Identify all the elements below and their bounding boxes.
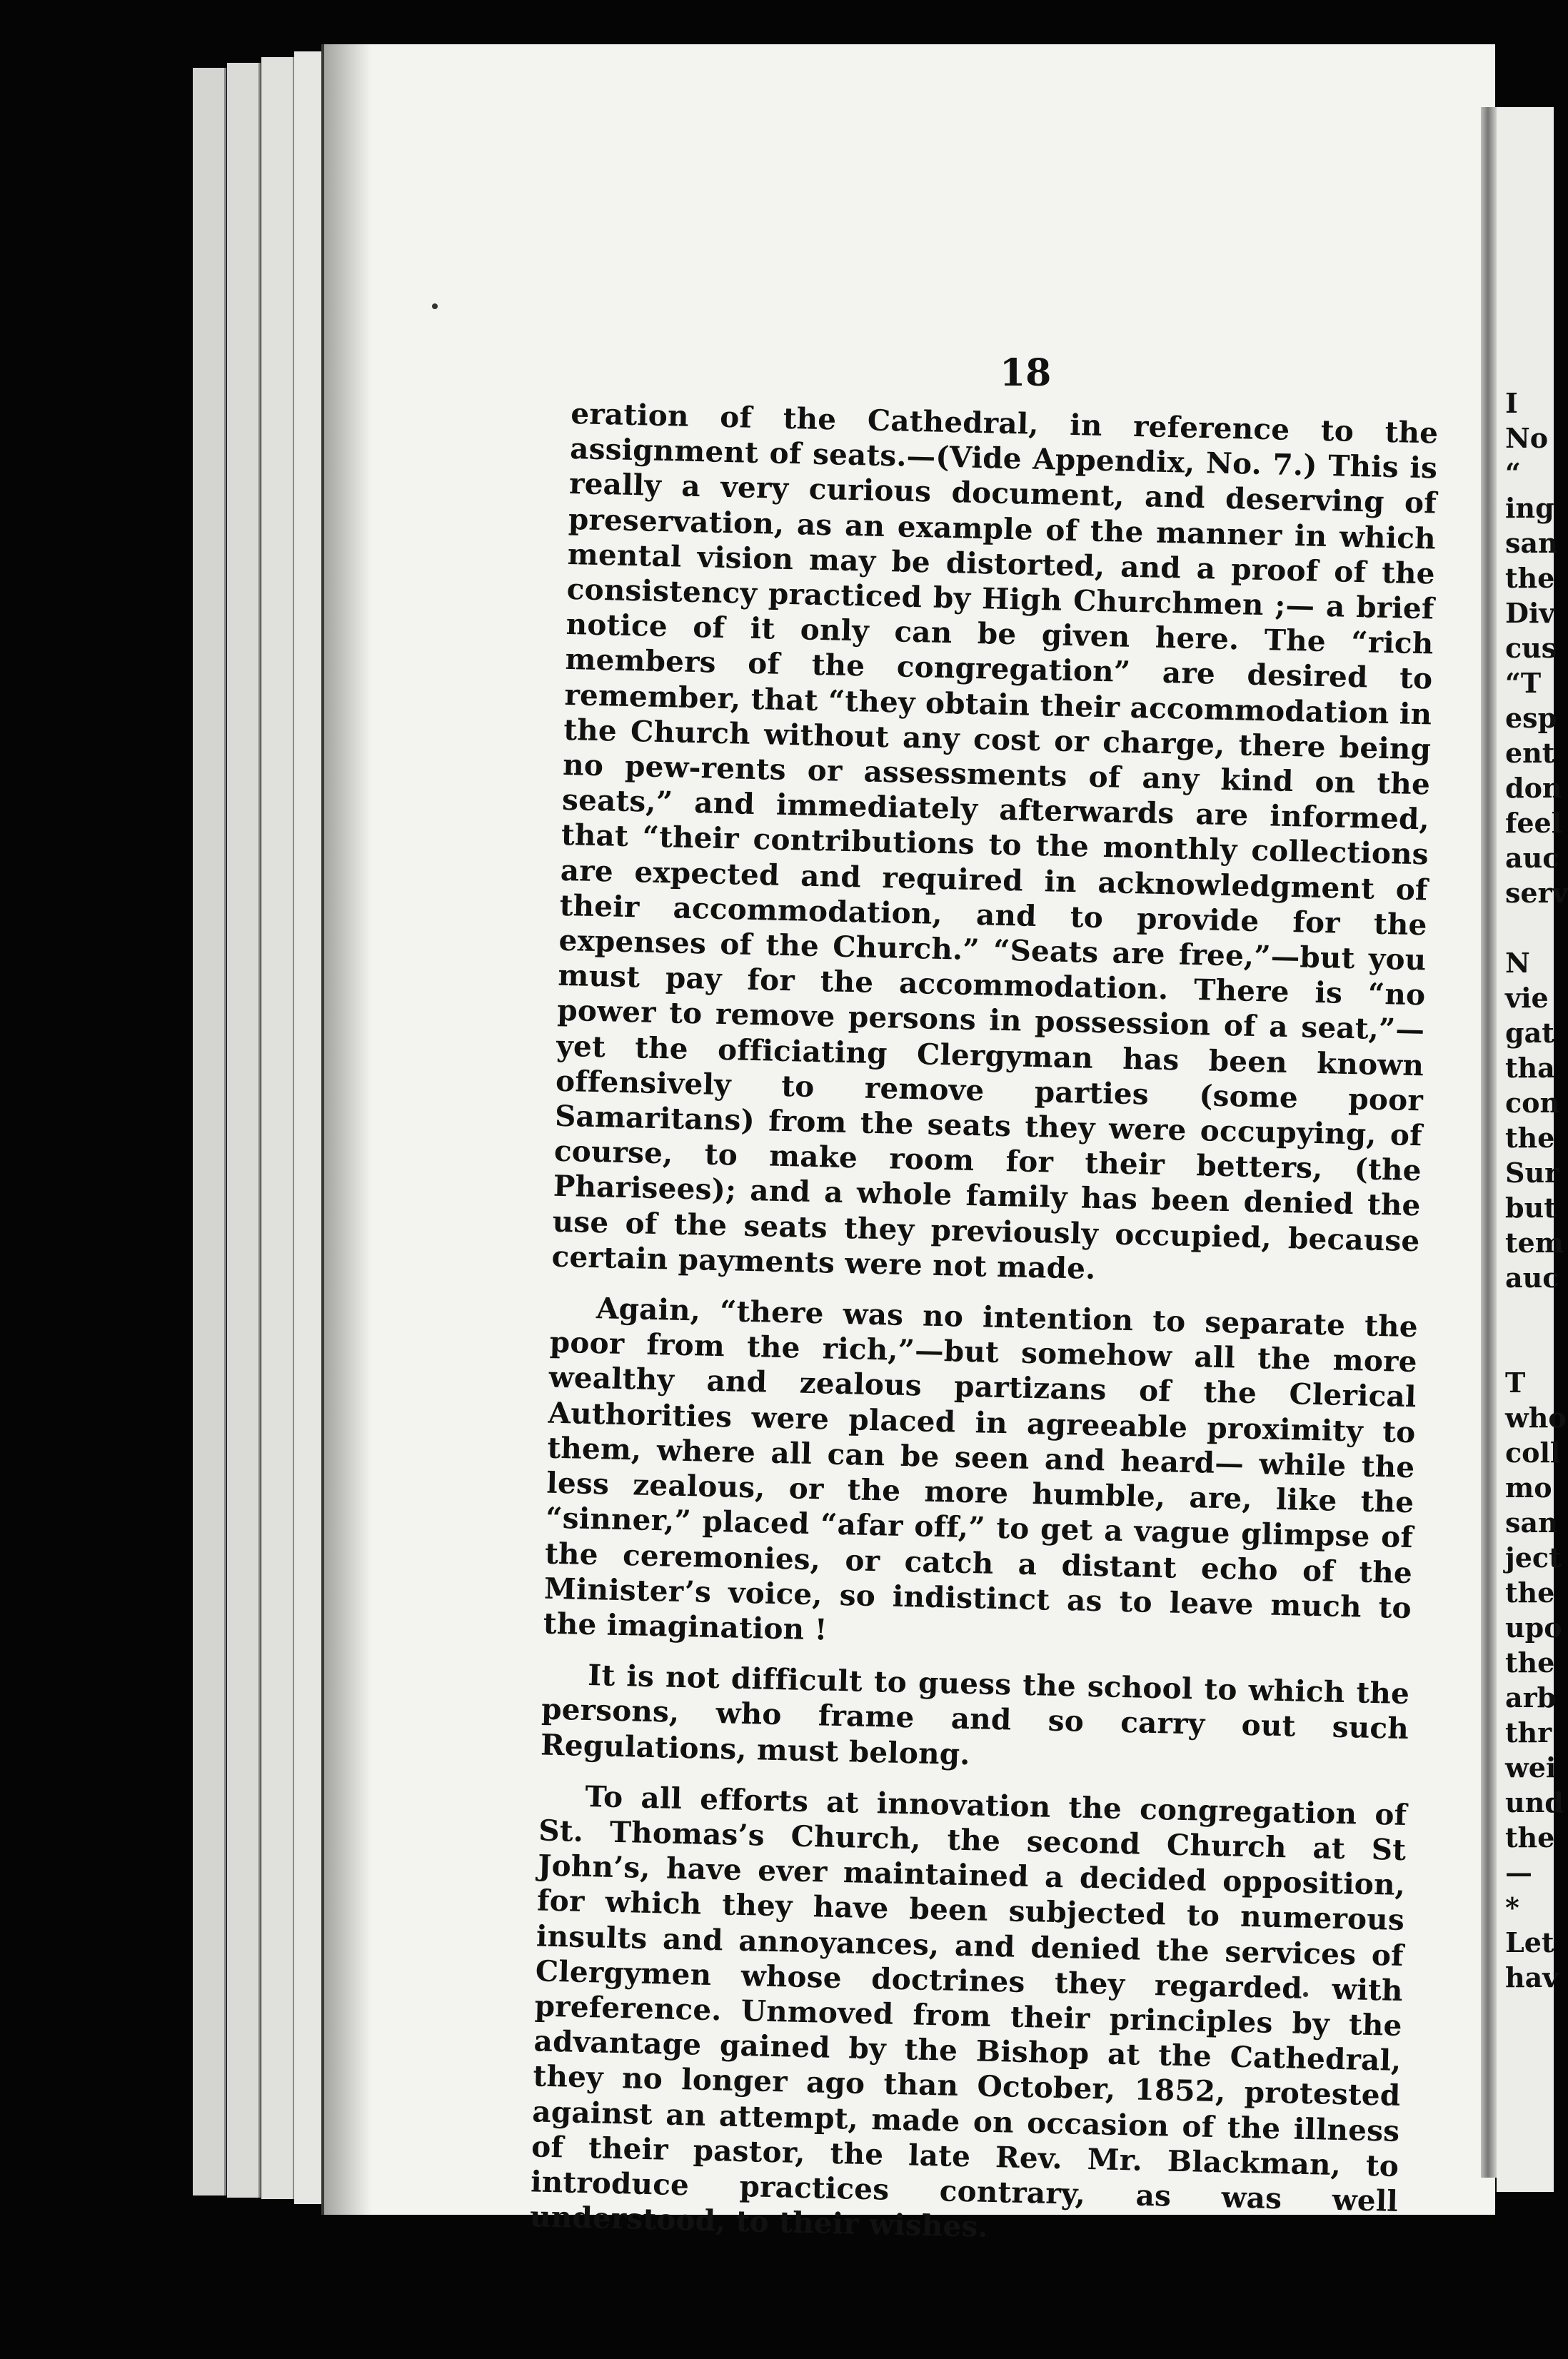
facing-page-fragment xyxy=(1505,1295,1555,1330)
ink-spot xyxy=(432,303,438,309)
facing-page-fragment: upo xyxy=(1505,1611,1562,1644)
facing-page-fragment: ject xyxy=(1505,1541,1562,1574)
page-number: 18 xyxy=(1000,351,1052,395)
facing-page-fragment: hav xyxy=(1505,1961,1559,1993)
facing-page-fragment: cus xyxy=(1505,632,1557,664)
facing-page-fragment: * xyxy=(1505,1891,1519,1923)
facing-page-fragment: T xyxy=(1505,1367,1526,1399)
facing-page-fragment: the xyxy=(1505,562,1555,594)
facing-page-fragment: arb xyxy=(1505,1681,1557,1714)
paragraph: eration of the Cathedral, in reference to the assignment of seats.—(Vide Appendix, No. 7.) This is really a very curious document, and deserving of preservation, as an example of the manner in which mental vision may be distorted, and a proof of the consistency practiced by High Churchmen ;— a brief notice of it only can be given here. The “rich members of the congregation” are desired to remember, that “they obtain their accommodation in the Church without any cost or charge, there being no pew-rents or assessments of any kind on the seats,” and immediately afterwards are informed, that “their contributions to the monthly collections are expected and required in acknowledgment of their accommodation, and to provide for the expenses of the Church.” “Seats are free,”—but you must pay for the accommodation. There is “no power to remove persons in possession of a seat,”—yet the officiating Clergyman has been known offensively to remove parties (some poor Samaritans) from the seats they were occupying, of course, to make room for their betters, (the Pharisees); and a whole family has been denied the use of the seats they previously occupied, because certain payments were not made. xyxy=(551,396,1439,1286)
page-edge xyxy=(294,51,325,2204)
facing-page-fragment: esp xyxy=(1505,702,1557,734)
facing-page-fragment: serv xyxy=(1505,877,1568,909)
facing-page-fragment: tem xyxy=(1505,1227,1564,1259)
paragraph: To all efforts at innovation the congregation of St. Thomas’s Church, the second Church at St John’s, have ever maintained a decided opposition, for which they have been subjected to numerous insults and annoyances, and denied the services of Clergymen whose doctrines they regarded with preference. Unmoved from their principles by the advantage gained by the Bishop at the Cathedral, they no longer ago than October, 1852, protested against an attempt, made on occasion of the illness of their pastor, the late Rev. Mr. Blackman, to introduce practices contrary, as was well understood, to their wishes. xyxy=(529,1779,1407,2245)
facing-page-fragment xyxy=(1505,910,1555,945)
facing-page-fragment: — xyxy=(1505,1856,1532,1888)
facing-page-fragment: the xyxy=(1505,1646,1555,1679)
facing-page-fragment: san xyxy=(1505,527,1558,559)
facing-page-fragment: Sur xyxy=(1505,1157,1559,1189)
facing-page-fragment: ing xyxy=(1505,492,1554,524)
paragraph: It is not difficult to guess the school to which the persons, who frame and so carry out such Regulations, must belong. xyxy=(540,1658,1410,1771)
body-text xyxy=(530,396,1439,2254)
page-edge xyxy=(261,57,295,2199)
facing-page-fragment: tha xyxy=(1505,1052,1555,1084)
facing-page-fragment: coll xyxy=(1505,1437,1561,1469)
facing-page-fragment: “T xyxy=(1505,667,1542,699)
facing-page-fragment: feel xyxy=(1505,807,1562,839)
facing-page-fragment: san xyxy=(1505,1507,1558,1539)
facing-page-fragment: who xyxy=(1505,1402,1567,1434)
facing-page-fragment: thr xyxy=(1505,1716,1552,1749)
facing-page-text xyxy=(1505,386,1568,1995)
facing-page-fragment: vie xyxy=(1505,982,1549,1014)
facing-page-fragment: auc xyxy=(1505,842,1559,874)
facing-page-fragment: und xyxy=(1505,1786,1564,1819)
facing-page-fragment: but xyxy=(1505,1192,1557,1224)
facing-page-fragment: auc xyxy=(1505,1262,1559,1294)
facing-page-fragment: the xyxy=(1505,1122,1555,1154)
page-fold xyxy=(1481,107,1497,2178)
facing-page-fragment: gat xyxy=(1505,1017,1554,1049)
facing-page-fragment: N xyxy=(1505,947,1530,979)
facing-page-fragment: con xyxy=(1505,1087,1560,1119)
facing-page-fragment: Let xyxy=(1505,1926,1554,1958)
facing-page-fragment: the xyxy=(1505,1576,1555,1609)
facing-page-fragment: I xyxy=(1505,387,1518,419)
paragraph: Again, “there was no intention to separate the poor from the rich,”—but somehow all the more wealthy and zealous partizans of the Clerical Authorities were placed in agreeable proximity to them, where all can be seen and heard— while the less zealous, or the more humble, are, like the “sinner,” placed “afar off,” to get a vague glimpse of the ceremonies, or catch a distant echo of the Minister’s voice, so indistinct as to leave much to the imagination ! xyxy=(543,1291,1419,1647)
page-edge xyxy=(227,63,261,2198)
facing-page-fragment: ent xyxy=(1505,737,1555,769)
gutter-shadow xyxy=(321,44,371,2215)
facing-page-fragment: “ xyxy=(1505,457,1521,489)
facing-page-fragment: Div xyxy=(1505,597,1555,629)
facing-page-fragment: No xyxy=(1505,422,1549,454)
facing-page-fragment: wei xyxy=(1505,1751,1557,1784)
facing-page-fragment xyxy=(1505,1330,1555,1365)
facing-page-fragment: the xyxy=(1505,1821,1555,1854)
facing-page-fragment: mo xyxy=(1505,1472,1552,1504)
facing-page-fragment: don xyxy=(1505,772,1562,804)
page-edge xyxy=(193,68,226,2195)
